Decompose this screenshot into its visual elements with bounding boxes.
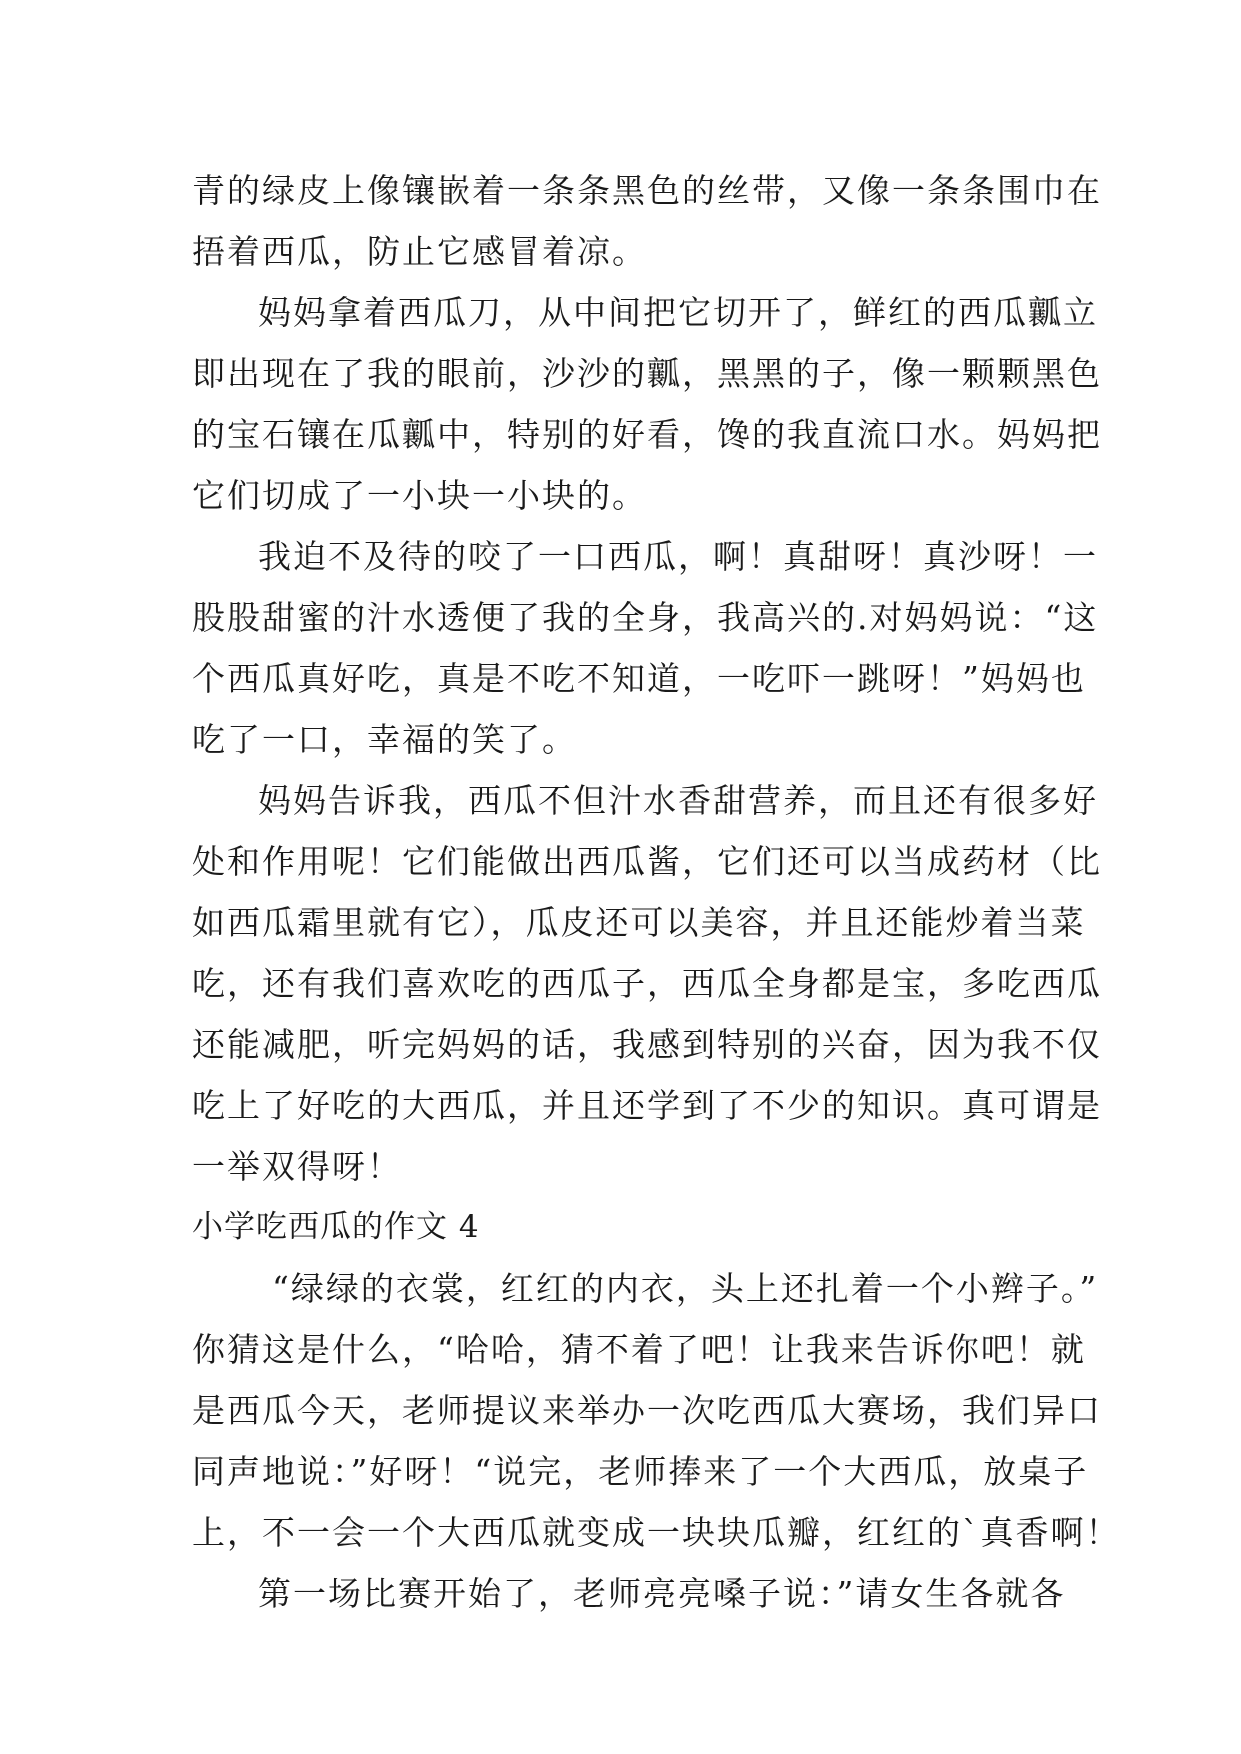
text-line: 股股甜蜜的汁水透便了我的全身，我高兴的.对妈妈说：“这 (192, 598, 1099, 637)
text-line: 一举双得呀！ (192, 1147, 402, 1186)
text-line: 如西瓜霜里就有它），瓜皮还可以美容，并且还能炒着当菜 (192, 903, 1086, 942)
document-page (192, 160, 1121, 1624)
text-line: 的宝石镶在瓜瓤中，特别的好看，馋的我直流口水。妈妈把 (192, 415, 1102, 454)
text-line: 你猜这是什么，“哈哈，猜不着了吧！让我来告诉你吧！就 (192, 1330, 1086, 1369)
text-line: 青的绿皮上像镶嵌着一条条黑色的丝带，又像一条条围巾在 (192, 171, 1102, 210)
text-line: 还能减肥，听完妈妈的话，我感到特别的兴奋，因为我不仅 (192, 1025, 1102, 1064)
text-line: 吃，还有我们喜欢吃的西瓜子，西瓜全身都是宝，多吃西瓜 (192, 964, 1102, 1003)
paragraph-start-line: 第一场比赛开始了，老师亮亮嗓子说：”请女生各就各 (258, 1574, 1066, 1613)
text-line: 吃上了好吃的大西瓜，并且还学到了不少的知识。真可谓是 (192, 1086, 1102, 1125)
text-line: 上，不一会一个大西瓜就变成一块块瓜瓣，红红的`真香啊！ (192, 1513, 1121, 1552)
text-line: 吃了一口，幸福的笑了。 (192, 720, 577, 759)
text-line: 处和作用呢！它们能做出西瓜酱，它们还可以当成药材（比 (192, 842, 1102, 881)
paragraph-start-line: “绿绿的衣裳，红红的内衣，头上还扎着一个小辫子。” (272, 1269, 1099, 1308)
text-line: 即出现在了我的眼前，沙沙的瓤，黑黑的子，像一颗颗黑色 (192, 354, 1102, 393)
text-line: 同声地说：”好呀！“说完，老师捧来了一个大西瓜，放桌子 (192, 1452, 1089, 1491)
paragraph-start-line: 我迫不及待的咬了一口西瓜，啊！真甜呀！真沙呀！一 (258, 537, 1098, 576)
text-line: 捂着西瓜，防止它感冒着凉。 (192, 232, 647, 271)
text-line: 个西瓜真好吃，真是不吃不知道，一吃吓一跳呀！”妈妈也 (192, 659, 1086, 698)
paragraph-start-line: 妈妈拿着西瓜刀，从中间把它切开了，鲜红的西瓜瓤立 (258, 293, 1098, 332)
text-line: 是西瓜今天，老师提议来举办一次吃西瓜大赛场，我们异口 (192, 1391, 1102, 1430)
paragraph-start-line: 妈妈告诉我，西瓜不但汁水香甜营养，而且还有很多好 (258, 781, 1098, 820)
section-heading: 小学吃西瓜的作文 4 (192, 1209, 480, 1245)
text-line: 它们切成了一小块一小块的。 (192, 476, 647, 515)
